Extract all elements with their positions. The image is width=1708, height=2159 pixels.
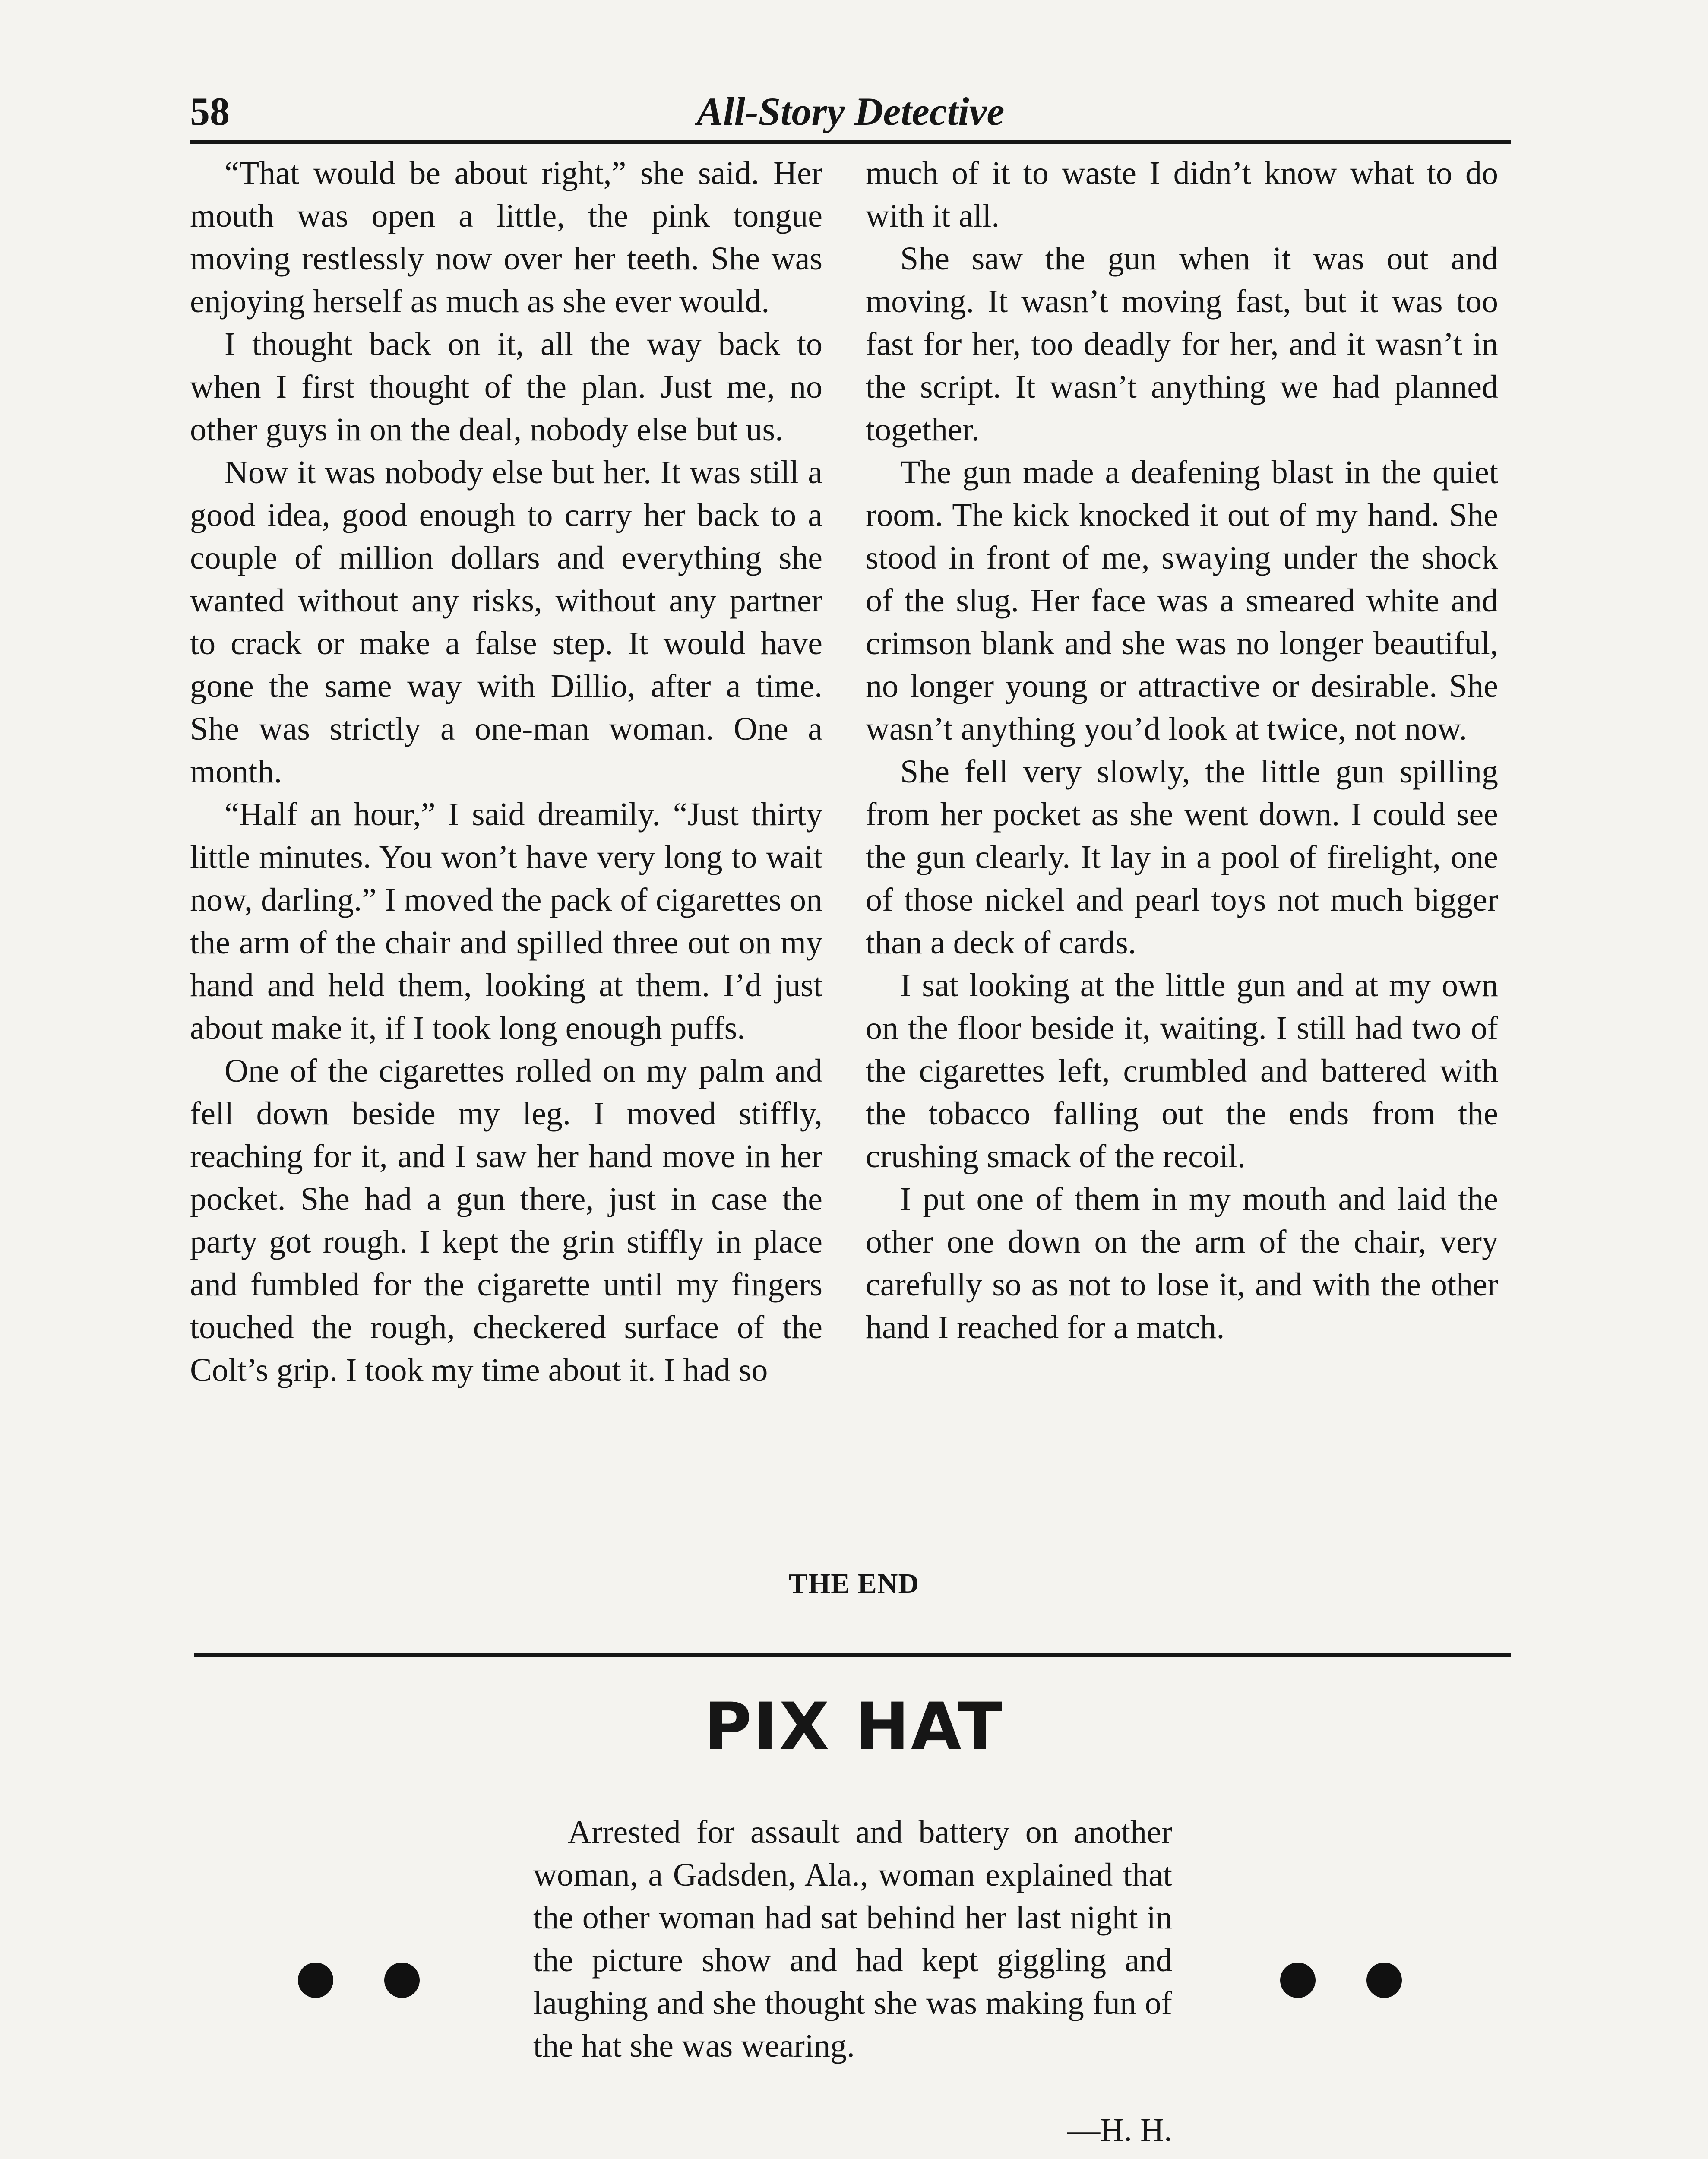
story-paragraph: She saw the gun when it was out and moving. It wasn’t moving fast, but it was too fast for her, too deadly for her, and it wasn’t in the script. It wasn’t anything we had planned together. — [866, 241, 1498, 448]
story-paragraph: I put one of them in my mouth and laid the other one down on the arm of the chair, very carefully so as not to lose it, and with the other hand I reached for a match. — [866, 1181, 1498, 1345]
filler-title: PIX HAT — [704, 1689, 1004, 1764]
page-header — [190, 89, 1511, 142]
story-paragraph: I thought back on it, all the way back to when I first thought of the plan. Just me, no other guys in on the deal, nobody else but us. — [190, 326, 822, 448]
story-paragraph: The gun made a deafening blast in the quiet room. The kick knocked it out of my hand. She stood in front of me, swaying under the shock of the slug. Her face was a smeared white and crimson blank and she was no longer beautiful, no longer young or attractive or desirable. She wasn’t anything you’d look at twice, not now. — [866, 454, 1498, 747]
page-number: 58 — [190, 89, 230, 133]
story-paragraph: One of the cigarettes rolled on my palm and fell down beside my leg. I moved stiffly, reaching for it, and I saw her hand move in her pocket. She had a gun there, just in case the party got rough. I kept the grin stiffly in place and fumbled for the cigarette until my fingers touched the rough, checkered surface of the Colt’s grip. I took my time about it. I had so — [190, 1053, 822, 1388]
section-divider — [194, 1653, 1511, 1657]
magazine-title: All-Story Detective — [696, 89, 1005, 133]
filler-paragraph: Arrested for assault and battery on another woman, a Gadsden, Ala., woman explained that the other woman had sat behind her last night in the picture show and had kept giggling and laughing and she thought she was making fun of the hat she was wearing. — [533, 1814, 1172, 2064]
story-paragraph-continued: much of it to waste I didn’t know what to do with it all. — [866, 155, 1498, 234]
story-right-column — [866, 152, 1498, 1349]
the-end-mark: THE END — [788, 1568, 920, 1599]
story-paragraph: I sat looking at the little gun and at my own on the floor beside it, waiting. I still had two of the cigarettes left, crumbled and battered with the tobacco falling out the ends from the crushing smack of the recoil. — [866, 967, 1498, 1174]
header-rule — [190, 140, 1511, 144]
story-left-column — [190, 152, 822, 1392]
ornament-dot-icon — [1366, 1963, 1402, 1998]
filler-body — [533, 1811, 1172, 2067]
story-paragraph: “Half an hour,” I said dreamily. “Just thirty little minutes. You won’t have very long to wait now, darling.” I moved the pack of cigarettes on the arm of the chair and spilled three out on my hand and held them, looking at them. I’d just about make it, if I took long enough puffs. — [190, 796, 822, 1046]
story-paragraph: She fell very slowly, the little gun spilling from her pocket as she went down. I could see the gun clearly. It lay in a pool of firelight, one of those nickel and pearl toys not much bigger than a deck of cards. — [866, 753, 1498, 961]
ornament-dot-icon — [1280, 1963, 1316, 1998]
story-paragraph: Now it was nobody else but her. It was still a good idea, good enough to carry her back to a couple of million dollars and everything she wanted without any risks, without any partner to crack or make a false step. It would have gone the same way with Dillio, after a time. She was strictly a one-man woman. One a month. — [190, 454, 822, 790]
story-paragraph: “That would be about right,” she said. Her mouth was open a little, the pink tongue moving restlessly now over her teeth. She was enjoying herself as much as she ever would. — [190, 155, 822, 320]
ornament-dot-icon — [298, 1963, 333, 1998]
filler-signature: —H. H. — [1067, 2112, 1172, 2148]
ornament-dot-icon — [384, 1963, 420, 1998]
